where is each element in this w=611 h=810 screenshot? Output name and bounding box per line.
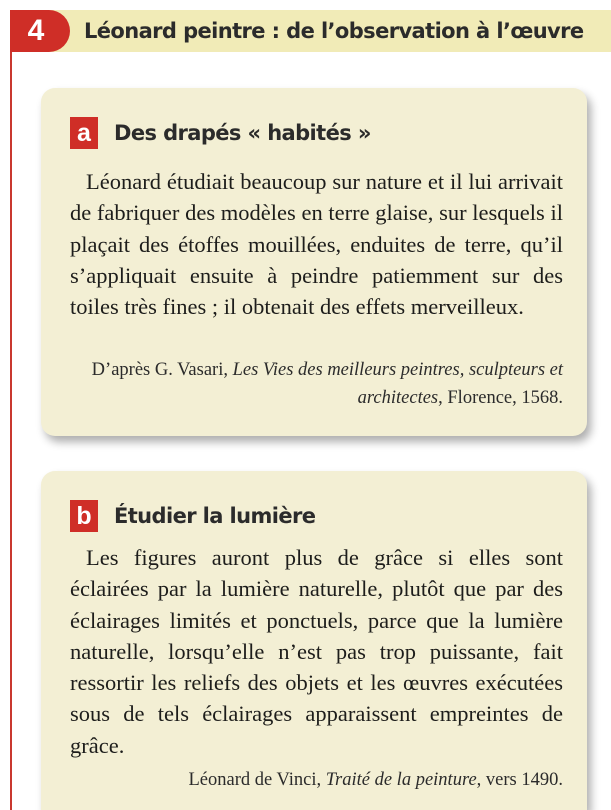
citation-prefix: D’après G. Vasari, [91,360,233,380]
citation [63,766,563,794]
card-heading [70,500,315,532]
citation-suffix: , Florence, 1568. [438,388,563,408]
citation-work: Les Vies des meilleurs peintres, sculpteurs et architectes [232,360,563,408]
card-heading [70,117,371,149]
left-rule [10,52,12,810]
citation-suffix: , vers 1490. [476,770,563,790]
citation [63,356,563,412]
card-title: Étudier la lumière [114,504,316,528]
section-number-badge: 4 [10,10,70,52]
document-card-a [41,88,587,436]
card-body-text: Léonard étudiait beaucoup sur nature et il lui arrivait de fabriquer des modèles en terre glaise, sur lesquels il plaçait des étoffes mouillées, enduites de terre, qu’il s’appliquait ensuite à peindre patiemment sur des toiles très fines ; il obtenait des effets merveilleux. [70,169,563,320]
card-body-text: Les figures auront plus de grâce si elles sont éclairées par la lumière naturelle, plutôt que par des éclairages limités et ponctuels, parce que la lumière naturelle, lorsqu’elle n’est pas trop puissante, fait ressortir les reliefs des objets et les œuvres exécutées sous de tels éclairages apparaissent empreintes de grâce. [70,545,563,758]
document-card-b [41,471,587,810]
citation-prefix: Léonard de Vinci, [188,770,326,790]
letter-badge: a [70,117,98,149]
card-title: Des drapés « habités » [114,121,371,145]
letter-badge: b [70,500,98,532]
page-title: Léonard peintre : de l’observation à l’œuvre [84,19,584,43]
citation-work: Traité de la peinture [325,770,477,790]
